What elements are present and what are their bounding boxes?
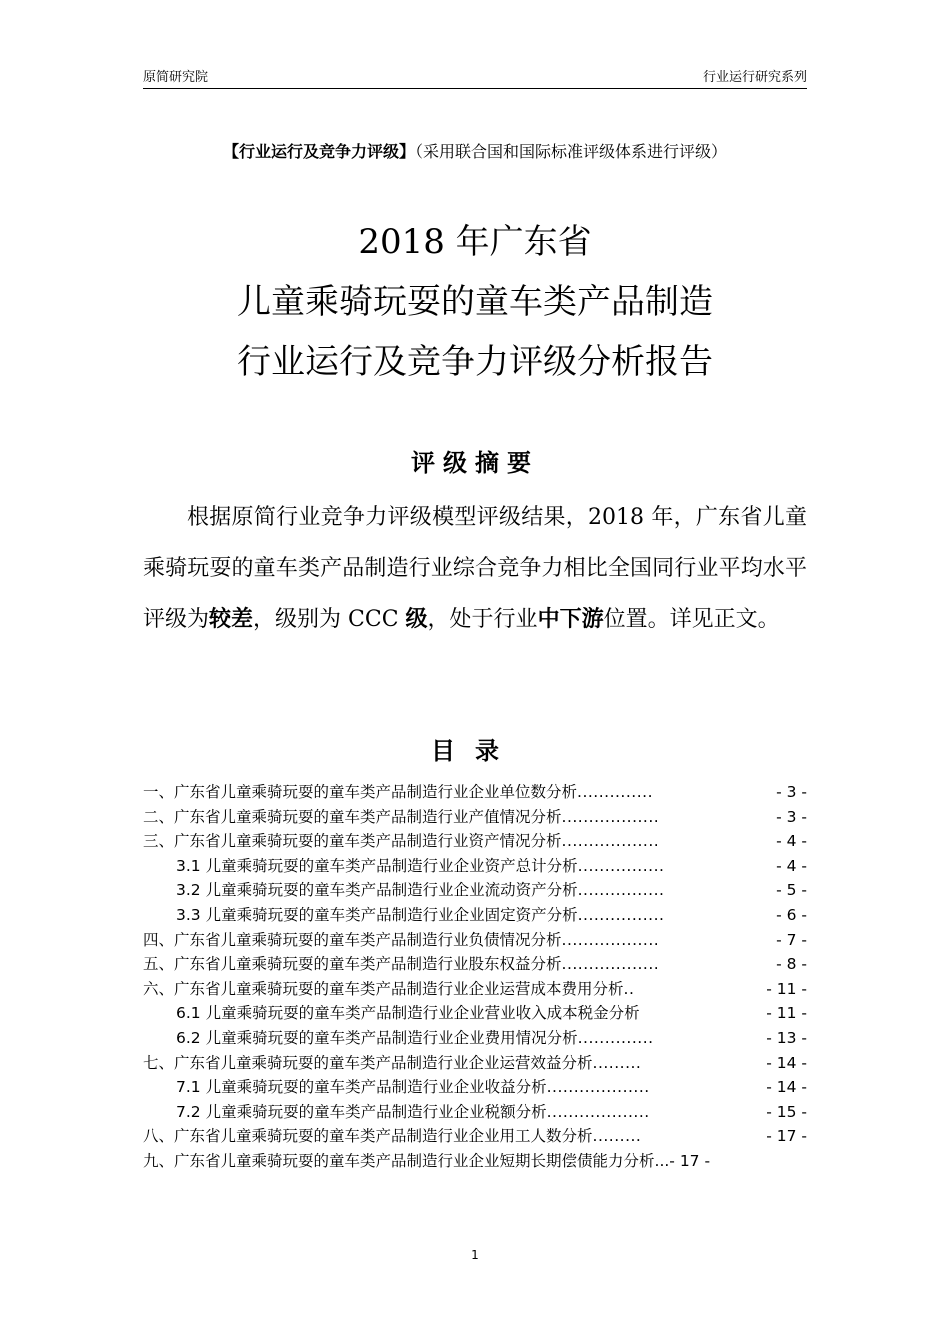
header-divider (143, 88, 807, 89)
summary-paragraph (143, 492, 807, 645)
page-number: 1 (471, 1248, 479, 1262)
toc-item[interactable]: 四、广东省儿童乘骑玩耍的童车类产品制造行业负债情况分析 .................. - 7 - (143, 930, 807, 949)
report-title-line-1: 2018 年广东省 (358, 222, 592, 262)
summary-heading: 评级摘要 (411, 449, 539, 477)
toc-item[interactable]: 3.2 儿童乘骑玩耍的童车类产品制造行业企业流动资产分析 ................ - 5 - (176, 881, 807, 900)
report-title-line-3: 行业运行及竞争力评级分析报告 (237, 342, 713, 382)
tagline-bold: 【行业运行及竞争力评级】 (222, 142, 415, 161)
toc-item[interactable]: 五、广东省儿童乘骑玩耍的童车类产品制造行业股东权益分析 .................. - 8 - (143, 955, 807, 974)
toc-item[interactable]: 6.1 儿童乘骑玩耍的童车类产品制造行业企业营业收入成本税金分析 - 11 - (176, 1004, 807, 1023)
toc-item[interactable]: 二、广东省儿童乘骑玩耍的童车类产品制造行业产值情况分析 .................. - 3 - (143, 807, 807, 826)
table-of-contents (143, 780, 807, 1174)
summary-text-3: ，处于行业 (427, 607, 538, 632)
tagline-normal: （采用联合国和国际标准评级体系进行评级） (415, 142, 728, 161)
level-word: 级 (405, 607, 428, 632)
toc-item[interactable]: 3.1 儿童乘骑玩耍的童车类产品制造行业企业资产总计分析 ................ - 4 - (176, 856, 807, 875)
toc-item[interactable]: 八、广东省儿童乘骑玩耍的童车类产品制造行业企业用工人数分析 ......... - 17 - (143, 1127, 807, 1146)
toc-item[interactable]: 七、广东省儿童乘骑玩耍的童车类产品制造行业企业运营效益分析 ......... - 14 - (143, 1053, 807, 1072)
position-word: 中下游 (537, 607, 604, 632)
toc-item[interactable]: 7.1 儿童乘骑玩耍的童车类产品制造行业企业收益分析 ................... - 14 - (176, 1078, 807, 1097)
summary-text-1: 根据原简行业竞争力评级模型评级结果，2018 年，广东省儿童乘骑玩耍的童车类产品制造行业综合竞争力相比全国同行业平均水平评级为 (143, 505, 807, 632)
toc-item[interactable]: 3.3 儿童乘骑玩耍的童车类产品制造行业企业固定资产分析 ................ - 6 - (176, 905, 807, 924)
toc-item[interactable]: 六、广东省儿童乘骑玩耍的童车类产品制造行业企业运营成本费用分析 .. - 11 - (143, 979, 807, 998)
header-series: 行业运行研究系列 (702, 70, 807, 85)
toc-item[interactable]: 一、广东省儿童乘骑玩耍的童车类产品制造行业企业单位数分析 .............. - 3 - (143, 783, 807, 801)
toc-item[interactable]: 三、广东省儿童乘骑玩耍的童车类产品制造行业资产情况分析 .................. - 4 - (143, 832, 807, 851)
toc-item[interactable]: 九、广东省儿童乘骑玩耍的童车类产品制造行业企业短期长期偿债能力分析...- 17 - (143, 1151, 711, 1170)
rating-word: 较差 (209, 607, 254, 632)
toc-item[interactable]: 6.2 儿童乘骑玩耍的童车类产品制造行业企业费用情况分析 .............. - 13 - (176, 1028, 807, 1047)
toc-heading: 目录 (431, 737, 519, 765)
toc-item[interactable]: 7.2 儿童乘骑玩耍的童车类产品制造行业企业税额分析 ................... - 15 - (176, 1102, 807, 1121)
summary-text-2: ，级别为 CCC (253, 607, 406, 632)
report-title-line-2: 儿童乘骑玩耍的童车类产品制造 (237, 282, 713, 322)
summary-text-4: 位置。详见正文。 (603, 607, 780, 632)
report-tagline (0, 142, 950, 162)
header-organization: 原简研究院 (143, 70, 209, 85)
